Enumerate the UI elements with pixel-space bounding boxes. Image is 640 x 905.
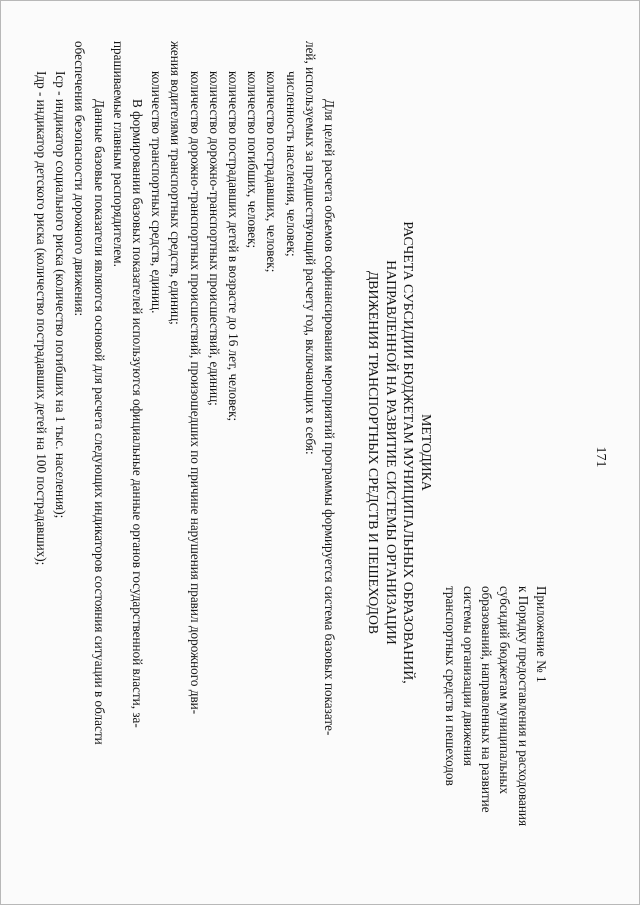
indicator-list-item: численность населения, человек; [283, 71, 299, 257]
appendix-line: Приложение № 1 [534, 586, 549, 683]
risk-indicator-item: Iдр - индикатор детского риска (количество пострадавших детей на 100 пострадавших); [33, 71, 49, 566]
indicator-list-item: количество дорожно-транспортных происшествий, произошедших по причине нарушения правил дорожного дви- [187, 71, 203, 715]
appendix-line: системы организации движения [460, 586, 476, 766]
document-body [32, 41, 339, 876]
title-line: ДВИЖЕНИЯ ТРАНСПОРТНЫХ СРЕДСТВ И ПЕШЕХОДОВ [366, 270, 382, 635]
indicator-list-item-continued: жения водителями транспортных средств, единиц; [168, 41, 184, 325]
page-number: 171 [593, 446, 608, 468]
appendix-line: к Порядку предоставления и расходования [515, 586, 531, 827]
indicators-intro-line: обеспечения безопасности дорожного движения: [72, 41, 88, 317]
indicator-list-item: количество пострадавших детей в возрасте до 16 лет, человек; [225, 71, 241, 422]
sources-paragraph-line: прашиваемые главным распорядителем. [110, 41, 126, 267]
title-line: НАПРАВЛЕННОЙ НА РАЗВИТИЕ СИСТЕМЫ ОРГАНИЗАЦИИ [384, 260, 399, 645]
indicator-list-item: количество пострадавших, человек; [264, 71, 280, 273]
title-line: РАСЧЕТА СУБСИДИИ БЮДЖЕТАМ МУНИЦИПАЛЬНЫХ ОБРАЗОВАНИЙ, [401, 221, 417, 684]
indicator-list-item: количество дорожно-транспортных происшествий, единиц; [206, 71, 222, 406]
intro-paragraph-line: лей, используемых за предшествующий расчету год, включающих в себя: [302, 41, 318, 455]
risk-indicator-item: Iср - индикатор социального риска (количество погибших на 1 тыс. населения); [53, 71, 69, 519]
appendix-line: субсидий бюджетам муниципальных [497, 586, 513, 794]
indicator-list-item: количество транспортных средств, единиц. [149, 71, 165, 314]
appendix-line: образований, направленных на развитие [479, 586, 495, 813]
appendix-line: транспортных средств и пешеходов [442, 586, 458, 786]
indicator-list-item: количество погибших, человек; [245, 71, 261, 249]
sources-paragraph-line: В формировании базовых показателей используются официальные данные органов государственной власти, за- [129, 99, 145, 728]
intro-paragraph-line: Для целей расчета объемов софинансирования мероприятий программы формируется система базовых показате- [322, 99, 337, 736]
title-heading: МЕТОДИКА [419, 414, 434, 491]
appendix-reference [440, 586, 550, 886]
indicators-intro-line: Данные базовые показатели являются основой для расчета следующих индикаторов состояния ситуации в области [91, 99, 107, 745]
document-title [365, 0, 435, 905]
